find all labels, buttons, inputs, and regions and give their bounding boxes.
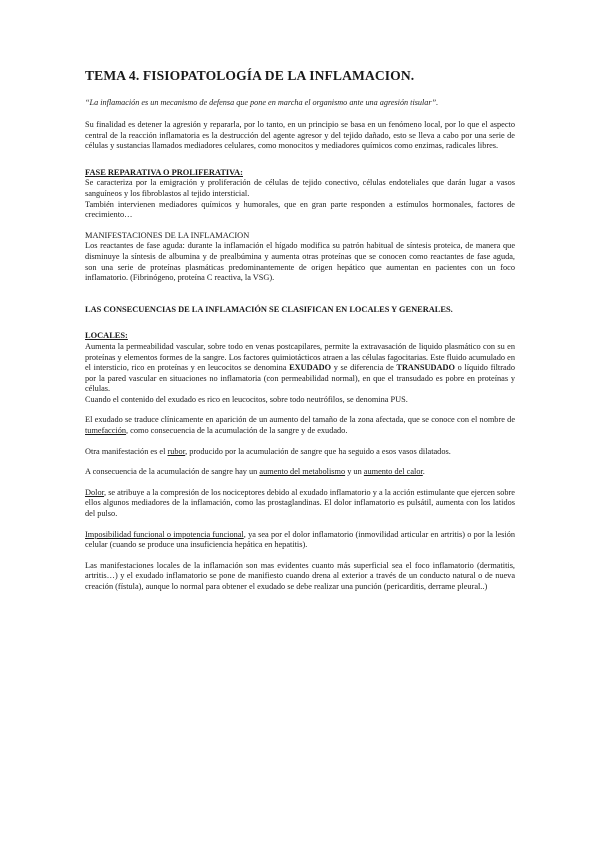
locales-p1-text-c: o líquido filtrado por la pared vascular en situaciones no inflamatoria (con permeabilidad normal), en que el transudado es pobre en proteínas y células.	[85, 363, 515, 394]
dolor-text: , se atribuye a la compresión de los nociceptores debido al exudado inflamatorio y a la acción estimulante que ejercen sobre ellos algunos mediadores de la inflamación, como las prostaglandinas. El dolor inflamatorio es pulsátil, aumenta con los latidos del pulso.	[85, 487, 515, 519]
consecuencias-heading: LAS CONSECUENCIAS DE LA INFLAMACIÓN SE CLASIFICAN EN LOCALES Y GENERALES.	[85, 304, 453, 314]
calor-text-c: .	[422, 467, 425, 477]
term-metabolismo: aumento del metabolismo	[259, 467, 346, 477]
rubor-paragraph	[85, 447, 515, 458]
fase-reparativa-paragraph-1: Se caracteriza por la emigración y proliferación de células de tejido conectivo, células endoteliales que darán lugar a vasos sanguíneos y los fibroblastos al tejido intersticial.	[85, 178, 515, 198]
tumefaccion-paragraph	[85, 415, 515, 436]
document-title: TEMA 4. FISIOPATOLOGÍA DE LA INFLAMACION.	[85, 68, 415, 83]
term-calor: aumento del calor	[363, 467, 423, 477]
term-tumefaccion: tumefacción	[85, 426, 127, 436]
rubor-text-a: Otra manifestación es el	[85, 446, 168, 456]
impotencia-text: , ya sea por el dolor inflamatorio (inmovilidad articular en artritis) o por la lesión celular (cuando se produce una insuficiencia hepática en hepatitis).	[85, 529, 516, 550]
dolor-paragraph	[85, 488, 515, 520]
document-body	[85, 68, 515, 593]
manifestaciones-paragraph: Los reactantes de fase aguda: durante la inflamación el hígado modifica su patrón habitual de síntesis proteica, de manera que disminuye la síntesis de albumina y de prealbúmina y aumenta otras proteínas que se conocen como reactantes de fase aguda, son una serie de proteínas plasmáticas predominantemente de origen hepático que aumentan en pacientes con un foco inflamatorio. (Fibrinógeno, proteína C reactiva, la VSG).	[85, 241, 515, 283]
intro-paragraph: Su finalidad es detener la agresión y repararla, por lo tanto, en un principio se basa en un fenómeno local, por lo que el aspecto central de la reacción inflamatoria es la destrucción del agente agresor y del tejido dañado, esto se lleva a cabo por una serie de células y sustancias llamados mediadores celulares, como monocitos y mediadores químicos como enzimas, radicales libres.	[85, 120, 515, 151]
locales-paragraph-2: Cuando el contenido del exudado es rico en leucocitos, sobre todo neutrófilos, se denomina PUS.	[85, 394, 408, 404]
definition-quote: “La inflamación es un mecanismo de defensa que pone en marcha el organismo ante una agresión tisular”.	[85, 98, 439, 107]
term-impotencia-funcional: Imposibilidad funcional o impotencia funcional	[85, 529, 244, 539]
fase-reparativa-paragraph-2: También intervienen mediadores químicos y humorales, que en gran parte responden a estímulos hormonales, factores de crecimiento…	[85, 199, 515, 220]
impotencia-paragraph	[85, 530, 515, 551]
manifestaciones-locales-paragraph: Las manifestaciones locales de la inflamación son mas evidentes cuanto más superficial sea el foco inflamatorio (dermatitis, artritis…) y el exudado inflamatorio se pone de manifiesto cuando drena al exterior a través de un conducto natural o de nueva creación (fístula), aunque lo normal para obtener el exudado se debe realizar una punción (pericarditis, derrame pleural..)	[85, 560, 515, 591]
tumefaccion-text-a: El exudado se traduce clínicamente en aparición de un aumento del tamaño de la zona afectada, que se conoce con el nombre de	[85, 415, 515, 425]
locales-heading-text: LOCALES	[85, 331, 126, 341]
locales-paragraph-1	[85, 342, 515, 395]
calor-text-b: y un	[345, 467, 364, 477]
term-rubor: rubor	[167, 446, 186, 456]
term-exudado: EXUDADO	[289, 363, 332, 373]
term-transudado: TRANSUDADO	[396, 363, 455, 373]
locales-p1-text-a: Aumenta la permeabilidad vascular, sobre todo en venas postcapilares, permite la extravasación de liquido plasmático con su en proteínas y elementos formes de la sangre. Los factores quimiotácticos atraen a las células fagocitarias. Este fluido acumulado en el intersticio, rico en proteínas y en leucocitos se denomina	[85, 341, 515, 373]
fase-reparativa-heading: FASE REPARATIVA O PROLIFERATIVA:	[85, 167, 243, 177]
manifestaciones-heading: MANIFESTACIONES DE LA INFLAMACION	[85, 230, 250, 240]
rubor-text-b: , producido por la acumulación de sangre que ha seguido a esos vasos dilatados.	[185, 446, 451, 456]
term-dolor: Dolor	[85, 487, 105, 497]
locales-heading-colon: :	[125, 331, 128, 341]
locales-heading	[85, 331, 515, 342]
calor-text-a: A consecuencia de la acumulación de sangre hay un	[85, 467, 260, 477]
tumefaccion-text-b: , como consecuencia de la acumulación de la sangre y de exudado.	[126, 426, 348, 436]
locales-p1-text-b: y se diferencia de	[331, 363, 397, 373]
calor-paragraph	[85, 467, 515, 478]
